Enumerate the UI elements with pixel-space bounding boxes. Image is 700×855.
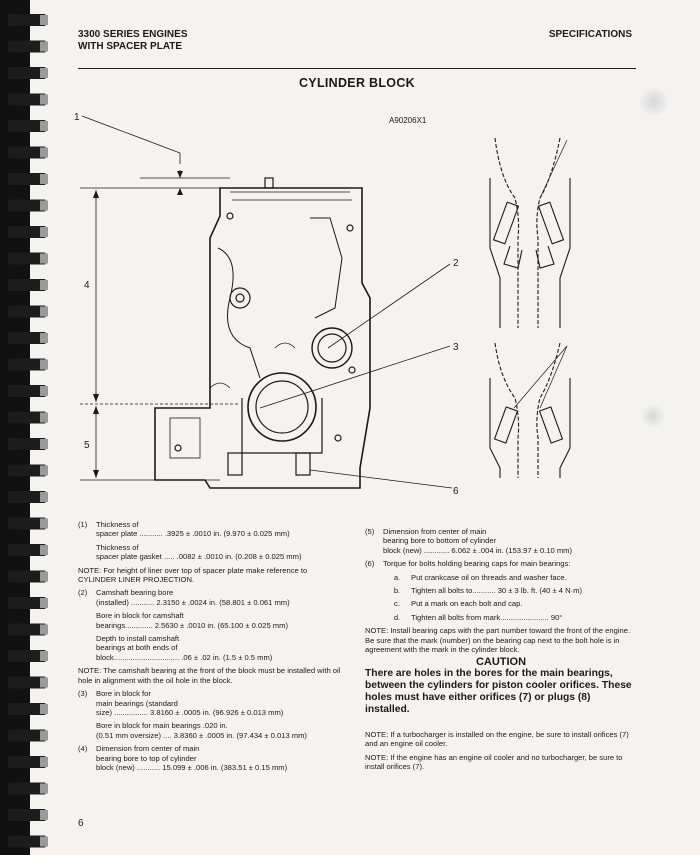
- binding-hole: [40, 227, 48, 237]
- binding-hole: [40, 121, 48, 131]
- spiral-binding: [0, 0, 62, 855]
- caution-heading: CAUTION: [475, 656, 527, 669]
- bolt-hole: [227, 213, 233, 219]
- binding-hole: [40, 201, 48, 211]
- binding-hole: [40, 757, 48, 767]
- note-liner-height: NOTE: For height of liner over top of spacer plate make reference to CYLINDER LINER PROJECTION.: [78, 565, 308, 585]
- spec-item-5: (5) Dimension from center of main bearing bore to bottom of cylinder block (new) ............ 6.062 ± .004 in. (153.97 ± 0.10 mm): [365, 527, 573, 555]
- leader-line-3: [260, 346, 450, 408]
- leader-line-2: [328, 264, 450, 348]
- binding-hole: [40, 413, 48, 423]
- note-turbocharger: NOTE: If a turbocharger is installed on the engine, be sure to install orifices (7) and an engine oil cooler.: [365, 729, 629, 749]
- binding-hole: [40, 360, 48, 370]
- binding-hole: [40, 174, 48, 184]
- binding-hole: [40, 307, 48, 317]
- header-series: 3300 SERIES ENGINES: [78, 29, 188, 40]
- binding-hole: [40, 148, 48, 158]
- note-oil-cooler: NOTE: If the engine has an engine oil cooler and no turbocharger, be sure to install orifices (7).: [365, 752, 623, 772]
- binding-hole: [40, 42, 48, 52]
- binding-hole: [40, 810, 48, 820]
- dowel: [265, 178, 273, 188]
- binding-hole: [40, 678, 48, 688]
- flange: [170, 418, 200, 458]
- note-camshaft-bearing: NOTE: The camshaft bearing at the front of the block must be installed with oil hole in alignment with the oil hole in the block.: [78, 666, 341, 685]
- arrowhead: [93, 394, 99, 402]
- callout-5: 5: [84, 440, 90, 451]
- page-number: 6: [78, 818, 84, 829]
- caution-text: There are holes in the bores for the main bearings, between the cylinders for piston cooler orifices. These holes must have either orifices (7) or plugs (8) installed.: [365, 667, 632, 715]
- note-bearing-caps: NOTE: Install bearing caps with the part number toward the front of the engine. Be sure that the mark (number) on the bearing cap next to the bolt hole is in agreement with the mark in the cylinder block.: [365, 626, 631, 655]
- torque-step-a: a. Put crankcase oil on threads and washer face.: [393, 572, 567, 582]
- bolt-hole: [349, 367, 355, 373]
- torque-step-d: d. Tighten all bolts from mark....................... 90°: [393, 612, 563, 622]
- spec-item-1: (1) Thickness of spacer plate ........... .3925 ± .0010 in. (9.970 ± 0.025 mm) Thickness of spacer plate gasket ..... .0082 ± .0010 in. (0.208 ± 0.025 mm): [78, 520, 302, 562]
- main-bearing-bore: [248, 373, 316, 441]
- torque-step-c: c. Put a mark on each bolt and cap.: [394, 599, 523, 609]
- leader-line-1: [82, 116, 180, 164]
- binding-hole: [40, 254, 48, 264]
- paper-smudge: [640, 88, 668, 116]
- callout-2: 2: [453, 258, 459, 269]
- spec-item-2: (2) Camshaft bearing bore (installed) ........... 2.3150 ± .0024 in. (58.801 ± 0.061 mm) Bore in block for camshaft bearings............. 2.5630 ± .0010 in. (65.100 ± 0.025 mm) Depth to install camshaft bearings at both ends of block............................... .06 ± .02 in. (1.5 ± 0.5 mm): [78, 588, 290, 662]
- binding-hole: [40, 68, 48, 78]
- figure-code: A90206X1: [389, 116, 427, 125]
- header-subtitle: WITH SPACER PLATE: [78, 41, 183, 52]
- bolt-hole: [175, 445, 181, 451]
- water-jacket: [218, 248, 260, 378]
- boss-circle: [230, 288, 250, 308]
- binding-hole: [40, 519, 48, 529]
- callout-1: 1: [74, 112, 80, 123]
- binding-hole: [40, 837, 48, 847]
- bolt-hole: [335, 435, 341, 441]
- callout-3: 3: [453, 342, 459, 353]
- binding-hole: [40, 492, 48, 502]
- page-title: CYLINDER BLOCK: [298, 76, 415, 90]
- binding-hole: [40, 15, 48, 25]
- binding-hole: [40, 731, 48, 741]
- binding-hole: [40, 466, 48, 476]
- binding-hole: [40, 333, 48, 343]
- binding-hole: [40, 280, 48, 290]
- arrowhead: [177, 171, 183, 178]
- callout-4: 4: [84, 280, 90, 291]
- spec-item-4: (4) Dimension from center of main bearing bore to top of cylinder block (new) ........... 15.099 ± .006 in. (383.51 ± 0.15 mm): [78, 744, 288, 772]
- torque-step-b: b. Tighten all bolts to........... 30 ± 3 lb. ft. (40 ± 4 N·m): [393, 586, 582, 596]
- binding-hole: [40, 439, 48, 449]
- binding-hole: [40, 598, 48, 608]
- boss-hole: [236, 294, 244, 302]
- arrowhead: [93, 190, 99, 198]
- binding-hole: [40, 95, 48, 105]
- left-column: [78, 520, 346, 772]
- arrowhead: [177, 188, 183, 195]
- header-right: SPECIFICATIONS: [548, 29, 632, 40]
- arrowhead: [93, 406, 99, 414]
- binding-hole: [40, 572, 48, 582]
- leader-line-6: [310, 470, 452, 488]
- arrowhead: [93, 470, 99, 478]
- spec-item-6: (6) Torque for bolts holding bearing caps for main bearings: a. Put crankcase oil on threads and washer face. b. Tighten all bolts to........... 30 ± 3 lb. ft. (40 ± 4 N·m) c. Put a mark on each bolt and cap. d. Tighten all bolts from mark....................... 90°: [365, 559, 637, 622]
- right-column: [365, 527, 637, 776]
- oil-gallery: [310, 218, 342, 318]
- spec-item-3: (3) Bore in block for main bearings (standard size) ................ 3.8160 ± .0005 in. (96.926 ± 0.013 mm) Bore in block for main bearings .020 in. (0.51 mm oversize) .... 3.8360 ± .0005 in. (97.434 ± 0.013 mm): [78, 689, 307, 740]
- binding-hole: [40, 545, 48, 555]
- binding-hole: [40, 386, 48, 396]
- binding-hole: [40, 625, 48, 635]
- cap-bolt-left: [228, 453, 242, 475]
- block-outline: [155, 188, 370, 488]
- callout-6: 6: [453, 486, 459, 497]
- deck-lines: [230, 192, 352, 200]
- paper-smudge: [642, 405, 664, 427]
- header-left: [78, 29, 278, 53]
- plug-detail-lower: [490, 343, 570, 478]
- bolt-hole: [347, 225, 353, 231]
- binding-hole: [40, 704, 48, 714]
- cylinder-block-drawing: [70, 108, 640, 508]
- binding-hole: [40, 784, 48, 794]
- orifice-detail-upper: [490, 138, 570, 328]
- header-rule: [78, 68, 636, 69]
- binding-hole: [40, 651, 48, 661]
- cap-bolt-right: [296, 453, 310, 475]
